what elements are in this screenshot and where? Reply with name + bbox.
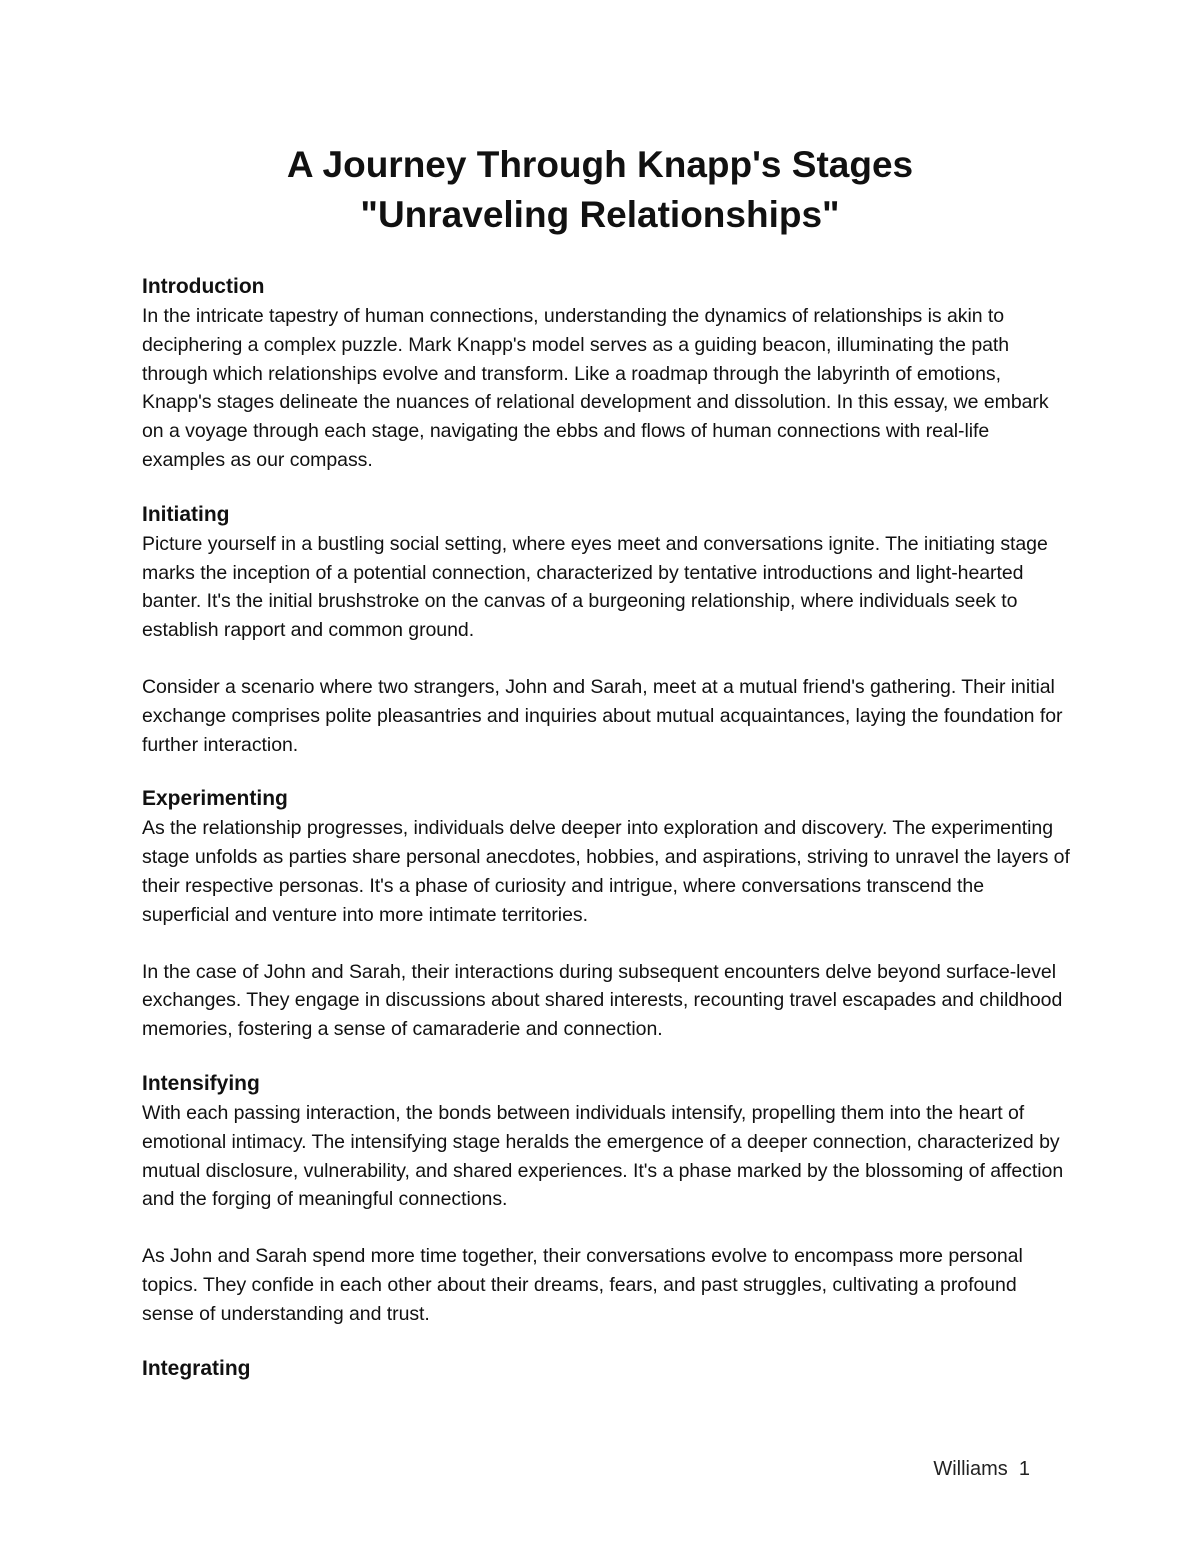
section-introduction (142, 272, 1072, 475)
paragraph: In the case of John and Sarah, their interactions during subsequent encounters delve beyond surface-level exchanges. They engage in discussions about shared interests, recounting travel escapades and childhood memories, fostering a sense of camaraderie and connection. (142, 960, 1063, 1041)
paragraph: Picture yourself in a bustling social setting, where eyes meet and conversations ignite. The initiating stage marks the inception of a potential connection, characterized by tentative introductions and light-hearted banter. It's the initial brushstroke on the canvas of a burgeoning relationship, where individuals seek to establish rapport and common ground. (142, 532, 1048, 642)
paragraph: As John and Sarah spend more time together, their conversations evolve to encompass more personal topics. They confide in each other about their dreams, fears, and past struggles, cultivating a profound sense of understanding and trust. (142, 1245, 1023, 1325)
title-block (0, 140, 1200, 240)
page-footer: Williams 1 (933, 1458, 1030, 1480)
section-heading: Introduction (142, 275, 265, 298)
section-intensifying (142, 1069, 1072, 1329)
section-heading: Integrating (142, 1356, 251, 1380)
document-body (142, 272, 1072, 1409)
document-subtitle: "Unraveling Relationships" (360, 194, 840, 235)
section-experimenting (142, 784, 1072, 1044)
section-heading: Initiating (142, 502, 230, 526)
paragraph: With each passing interaction, the bonds between individuals intensify, propelling them into the heart of emotional intimacy. The intensifying stage heralds the emergence of a deeper connection, characterized by mutual disclosure, vulnerability, and shared experiences. It's a phase marked by the blossoming of affection and the forging of meaningful connections. (142, 1101, 1064, 1211)
paragraph: As the relationship progresses, individuals delve deeper into exploration and discovery. The experimenting stage unfolds as parties share personal anecdotes, hobbies, and aspirations, striving to unravel the layers of their respective personas. It's a phase of curiosity and intrigue, where conversations transcend the superficial and venture into more intimate territories. (142, 817, 1070, 926)
paragraph: Consider a scenario where two strangers, John and Sarah, meet at a mutual friend's gathering. Their initial exchange comprises polite pleasantries and inquiries about mutual acquaintances, laying the foundation for further interaction. (142, 675, 1063, 756)
section-integrating (142, 1354, 1072, 1384)
section-initiating (142, 500, 1072, 760)
paragraph: In the intricate tapestry of human connections, understanding the dynamics of relationships is akin to deciphering a complex puzzle. Mark Knapp's model serves as a guiding beacon, illuminating the path through which relationships evolve and transform. Like a roadmap through the labyrinth of emotions, Knapp's stages delineate the nuances of relational development and dissolution. In this essay, we embark on a voyage through each stage, navigating the ebbs and flows of human connections with real-life examples as our compass. (142, 305, 1049, 471)
section-heading: Experimenting (142, 787, 288, 811)
document-title: A Journey Through Knapp's Stages (286, 144, 914, 185)
section-heading: Intensifying (142, 1071, 260, 1095)
